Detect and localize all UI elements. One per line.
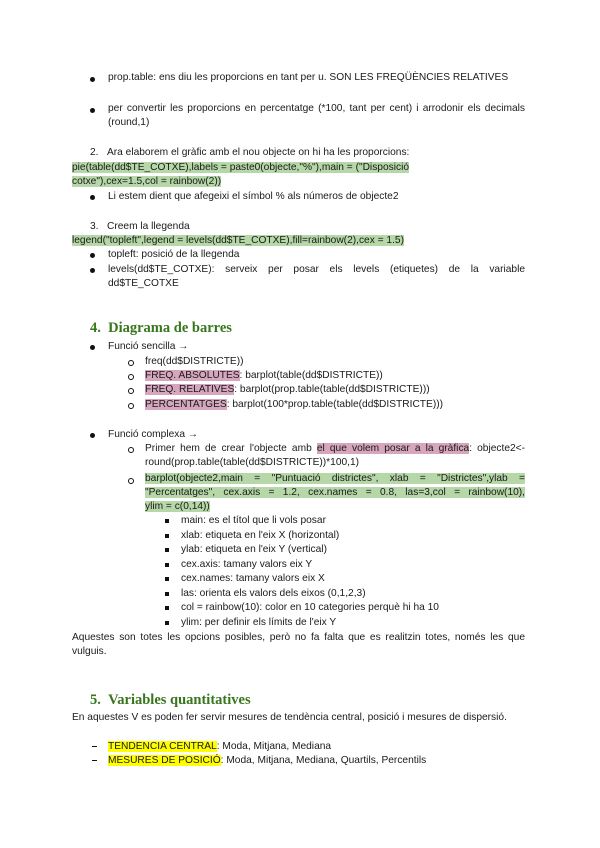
param-las: las: orienta els valors dels eixos (0,1,2,3) [181,588,366,599]
param-ylab: ylab: etiqueta en l'eix Y (vertical) [181,544,327,555]
abs-freq-item [145,369,383,382]
square-marker [165,577,169,581]
square-marker [165,621,169,625]
central-tendency-text: : Moda, Mitjana, Mediana [216,741,332,752]
rel-freq-item [145,383,430,396]
bullet-marker [90,195,95,200]
param-col: col = rainbow(10): color en 10 categories perquè hi ha 10 [181,602,439,613]
percentage-bullet: per convertir les proporcions en percentatge (*100, tant per cent) i arrodonir els decimals (round,1) [108,103,525,128]
param-ylim: ylim: per definir els límits de l'eix Y [181,617,337,628]
prop-table-bullet: prop.table: ens diu les proporcions en tant per u. SON LES FREQÜÈNCIES RELATIVES [108,72,509,83]
percent-code: : barplot(100*prop.table(table(dd$DISTRICTE))) [226,399,443,410]
barplot-code-line-2 [145,486,525,499]
abs-freq-code: : barplot(table(dd$DISTRICTE)) [239,370,383,381]
param-cex-axis: cex.axis: tamany valors eix Y [181,559,313,570]
freq-item: freq(dd$DISTRICTE)) [145,356,244,367]
param-main: main: es el títol que li vols posar [181,515,326,526]
percent-label: PERCENTATGES [145,399,227,410]
create-object-pre: Primer hem de crear l'objecte amb [145,443,317,454]
complex-function-label: Funció complexa → [108,429,199,440]
square-marker [165,606,169,610]
param-cex-names: cex.names: tamany valors eix X [181,573,325,584]
percent-item [145,398,443,411]
bullet-marker [90,108,95,113]
dash-marker [92,746,97,747]
options-note: Aquestes son totes les opcions posibles, però no fa falta que es realitzin totes, només les que vulguis. [72,632,525,657]
square-marker [165,519,169,523]
bullet-marker [90,253,95,258]
section-5-intro: En aquestes V es poden fer servir mesures de tendència central, posició i mesures de dispersió. [72,712,507,723]
position-measures-item [108,754,426,767]
barplot-code-line-3 [145,500,210,513]
step-2-text: 2. Ara elaborem el gràfic amb el nou objecte on hi ha les proporcions: [90,147,410,158]
pie-code-line-2-text: cotxe"),cex=1.5,col = rainbow(2)) [72,176,222,187]
circle-marker [128,374,134,380]
square-marker [165,534,169,538]
position-measures-text: : Moda, Mitjana, Mediana, Quartils, Percentils [220,755,427,766]
circle-marker [128,447,134,453]
circle-marker [128,478,134,484]
topleft-bullet: topleft: posició de la llegenda [108,249,240,260]
simple-function-label: Funció sencilla → [108,341,189,352]
square-marker [165,548,169,552]
step-3-text: 3. Creem la llegenda [90,221,190,232]
section-5-heading: 5. Variables quantitatives [90,692,251,708]
dash-marker [92,760,97,761]
percent-symbol-bullet: Li estem dient que afegeixi el símbol % als números de objecte2 [108,191,399,202]
square-marker [165,592,169,596]
pie-code-line-2 [72,175,221,188]
bullet-marker [90,77,95,82]
legend-code-text: legend("topleft",legend = levels(dd$TE_COTXE),fill=rainbow(2),cex = 1.5) [72,235,404,246]
bullet-marker [90,433,95,438]
bullet-marker [90,345,95,350]
circle-marker [128,360,134,366]
section-4-heading: 4. Diagrama de barres [90,320,232,336]
square-marker [165,563,169,567]
create-object-post: : objecte2<-round(prop.table(table(dd$DISTRICTE))*100,1) [145,443,525,468]
rel-freq-label: FREQ. RELATIVES [145,384,235,395]
central-tendency-label: TENDENCIA CENTRAL [108,741,217,752]
pie-code-line-1-text: pie(table(dd$TE_COTXE),labels = paste0(objecte,"%"),main = ("Disposició [72,162,409,173]
param-xlab: xlab: etiqueta en l'eix X (horizontal) [181,530,340,541]
circle-marker [128,403,134,409]
barplot-code-line-1-text: barplot(objecte2,main = "Puntuació districtes", xlab = "Districtes",ylab = [145,473,525,484]
circle-marker [128,388,134,394]
rel-freq-code: : barplot(prop.table(table(dd$DISTRICTE))) [234,384,430,395]
central-tendency-item [108,740,331,753]
position-measures-label: MESURES DE POSICIÓ [108,755,221,766]
create-object-item [145,442,525,469]
barplot-code-line-3-text: ylim = c(0,14)) [145,501,210,512]
barplot-code-line-2-text: "Percentatges", cex.axis = 1.2, cex.names = 0.8, las=3,col = rainbow(10), [145,487,525,498]
barplot-code-line-1 [145,472,525,485]
levels-bullet: levels(dd$TE_COTXE): serveix per posar els levels (etiquetes) de la variable dd$TE_COTXE [108,264,525,289]
bullet-marker [90,268,95,273]
pie-code-line-1 [72,161,409,174]
create-object-highlight: el que volem posar a la gràfica [316,443,470,454]
abs-freq-label: FREQ. ABSOLUTES [145,370,240,381]
legend-code [72,234,404,247]
